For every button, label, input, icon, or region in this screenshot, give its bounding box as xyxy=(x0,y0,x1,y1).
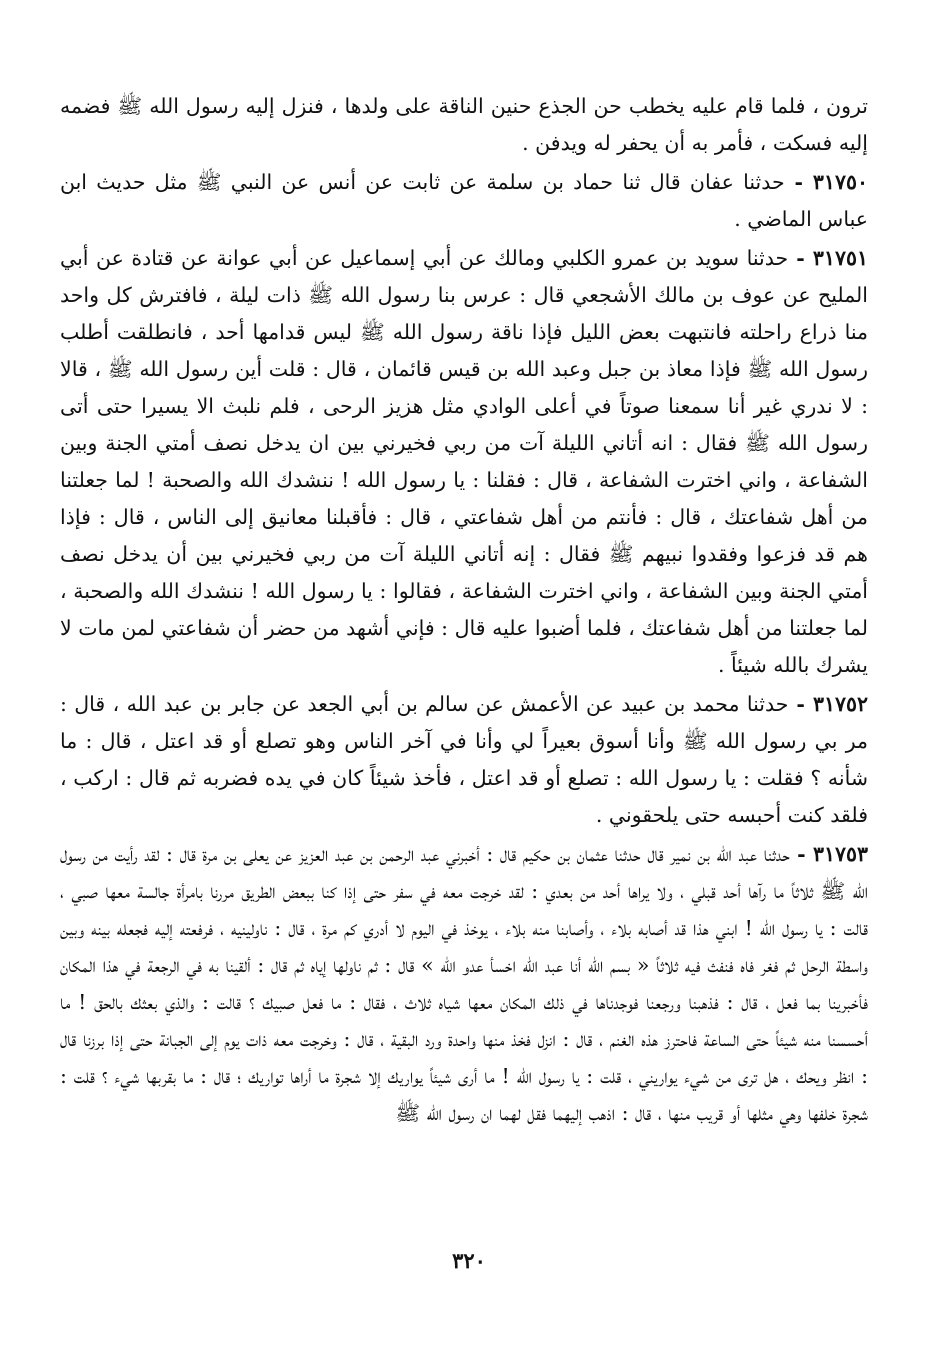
paragraph-text: حدثنا عفان قال ثنا حماد بن سلمة عن ثابت عن أنس عن النبي ﷺ مثل حديث ابن عباس الماضي . xyxy=(60,170,868,231)
hadith-number: ٣١٧٥١ - xyxy=(788,246,868,270)
hadith-number: ٣١٧٥٠ - xyxy=(784,170,868,194)
paragraph-text: ترون ، فلما قام عليه يخطب حن الجذع حنين الناقة على ولدها ، فنزل إليه رسول الله ﷺ فضمه إليه فسكت ، فأمر به أن يحفر له ويدفن . xyxy=(60,94,868,155)
paragraph-continuation xyxy=(60,88,868,162)
hadith-31751 xyxy=(60,240,868,684)
hadith-31750 xyxy=(60,164,868,238)
paragraph-text: حدثنا محمد بن عبيد عن الأعمش عن سالم بن أبي الجعد عن جابر بن عبد الله ، قال : مر بي رسول الله ﷺ وأنا أسوق بعيراً لي وأنا في آخر الناس وهو تصلع أو قد اعتل ، قال : ما شأنه ؟ فقلت : يا رسول الله : تصلع أو قد اعتل ، فأخذ شيئاً كان في يده فضربه ثم قال : اركب ، فلقد كنت أحبسه حتى يلحقوني . xyxy=(60,692,868,827)
hadith-31753 xyxy=(60,836,868,1132)
page-number: ٣٢٠ xyxy=(452,1248,486,1273)
hadith-number: ٣١٧٥٢ - xyxy=(788,692,868,716)
hadith-31752 xyxy=(60,686,868,834)
hadith-number: ٣١٧٥٣ - xyxy=(789,842,868,866)
paragraph-text: حدثنا عبد الله بن نمير قال حدثنا عثمان بن حكيم قال : أخبرني عبد الرحمن بن عبد العزيز عن يعلى بن مرة قال : لقد رأيت من رسول الله ﷺ ثلاثاً ما رآها أحد قبلي ، ولا يراها أحد من بعدي : لقد خرجت معه في سفر حتى إذا كنا ببعض الطريق مررنا بامرأة جالسة معها صبي ، قالت : يا رسول الله ! ابني هذا قد أصابه بلاء ، وأصابنا منه بلاء ، يوخذ في اليوم لا أدري كم مرة ، قال : ناولينيه ، فرفعته إليه فجعله بينه وبين واسطة الرحل ثم فغر فاه فنفث فيه ثلاثاً « بسم الله أنا عبد الله اخسأ عدو الله » قال : ثم ناولها إياه ثم قال : ألقينا به في الرجعة في هذا المكان فأخبرينا بما فعل ، قال : فذهبنا ورجعنا فوجدناها في ذلك المكان معها شياه ثلاث ، فقال : ما فعل صبيك ؟ قالت : والذي بعثك بالحق ! ما أحسسنا منه شيئاً حتى الساعة فاحترز هذه الغنم ، قال : انزل فخذ منها واحدة ورد البقية ، قال : وخرجت معه ذات يوم إلى الجبانة حتى إذا برزنا قال : انظر ويحك ، هل ترى من شيء يواريني ، قلت : يا رسول الله ! ما أرى شيئاً يواريك إلا شجرة ما أراها تواريك ؛ قال : ما بقربها شيء ؟ قلت : شجرة خلفها وهي مثلها أو قريب منها ، قال : اذهب إليهما فقل لهما ان رسول الله ﷺ xyxy=(60,842,868,1125)
body-text xyxy=(60,88,868,1134)
paragraph-text: حدثنا سويد بن عمرو الكلبي ومالك عن أبي إسماعيل عن أبي عوانة عن قتادة عن أبي المليح عن عوف بن مالك الأشجعي قال : عرس بنا رسول الله ﷺ ذات ليلة ، فافترش كل واحد منا ذراع راحلته فانتبهت بعض الليل فإذا ناقة رسول الله ﷺ ليس قدامها أحد ، فانطلقت أطلب رسول الله ﷺ فإذا معاذ بن جبل وعبد الله بن قيس قائمان ، قال : قلت أين رسول الله ﷺ ، قالا : لا ندري غير أنا سمعنا صوتاً في أعلى الوادي مثل هزيز الرحى ، فلم نلبث الا يسيرا حتى أتى رسول الله ﷺ فقال : انه أتاني الليلة آت من ربي فخيرني بين ان يدخل نصف أمتي الجنة وبين الشفاعة ، واني اخترت الشفاعة ، قال : فقلنا : يا رسول الله ! ننشدك الله والصحبة ! لما جعلتنا من أهل شفاعتك ، قال : فأنتم من أهل شفاعتي ، قال : فأقبلنا معانيق إلى الناس ، قال : فإذا هم قد فزعوا وفقدوا نبيهم ﷺ فقال : إنه أتاني الليلة آت من ربي فخيرني بين أن يدخل نصف أمتي الجنة وبين الشفاعة ، واني اخترت الشفاعة ، فقالوا : يا رسول الله ! ننشدك الله والصحبة ، لما جعلتنا من أهل شفاعتك ، فلما أضبوا عليه قال : فإني أشهد من حضر أن شفاعتي لمن مات لا يشرك بالله شيئاً . xyxy=(60,246,868,677)
